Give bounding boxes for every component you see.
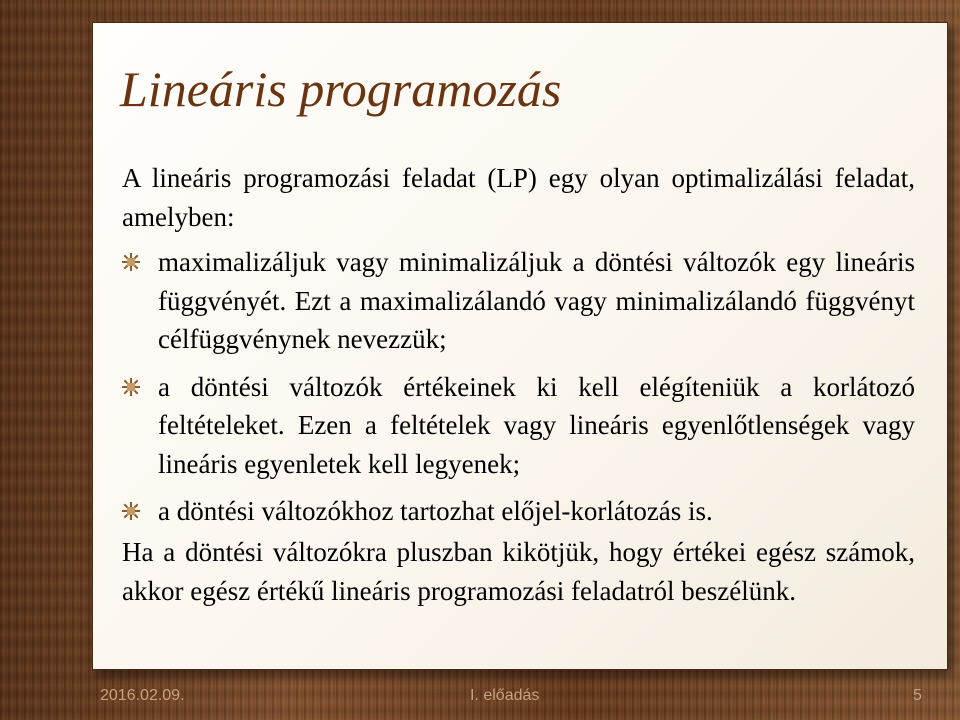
bullet-text: maximalizáljuk vagy minimalizáljuk a döntési változók egy lineáris függvényét. Ezt a maximalizálandó vagy minimalizálandó függvényt célfüggvénynek nevezzük;: [158, 247, 915, 354]
slide-title: Lineáris programozás: [120, 61, 562, 117]
bullet-list: [122, 243, 915, 540]
bullet-item-sign: [122, 492, 915, 531]
star-bullet-icon: [122, 378, 140, 396]
footer-date: 2016.02.09.: [100, 687, 185, 704]
closing-paragraph: Ha a döntési változókra pluszban kikötjük, hogy értékei egész számok, akkor egész értékű lineáris programozási feladatról beszélünk.: [122, 537, 915, 606]
star-bullet-icon: [122, 502, 140, 520]
bullet-item-objective: [122, 243, 915, 359]
bullet-text: a döntési változókhoz tartozhat előjel-korlátozás is.: [158, 496, 713, 526]
bullet-text: a döntési változók értékeinek ki kell elégíteniük a korlátozó feltételeket. Ezen a feltételek vagy lineáris egyenlőtlenségek vagy lineáris egyenletek kell legyenek;: [158, 371, 915, 479]
bullet-item-constraints: [122, 368, 915, 484]
footer-lecture: I. előadás: [470, 687, 540, 704]
star-bullet-icon: [122, 253, 140, 271]
intro-paragraph: A lineáris programozási feladat (LP) egy olyan optimalizálási feladat, amelyben:: [122, 163, 915, 232]
footer-page-number: 5: [913, 687, 922, 704]
